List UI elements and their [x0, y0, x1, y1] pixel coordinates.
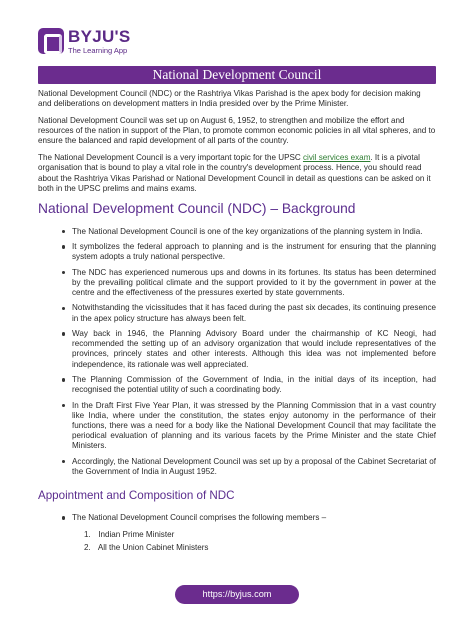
intro-paragraph-3 [38, 153, 436, 194]
intro-text-after: . It is a pivotal organisation that is bound to play a vital role in the country's development process. Hence, you should read about the Rashtriya Vikas Parishad or National Development Council in detail as questions can be asked on it both in the UPSC prelims and mains exams. [38, 153, 431, 193]
member-item [84, 530, 436, 540]
byjus-logo-icon [38, 28, 64, 54]
brand-name: BYJU'S [68, 26, 131, 46]
composition-list [38, 513, 436, 523]
list-item: Notwithstanding the vicissitudes that it has faced during the past six decades, its continuing presence in the apex policy structure has always been felt. [62, 303, 436, 323]
member-text: Indian Prime Minister [98, 530, 175, 540]
member-item [84, 543, 436, 553]
intro-paragraph-1: National Development Council (NDC) or the Rashtriya Vikas Parishad is the apex body for decision making and deliberations on development matters in India presided over by the Prime Minister. [38, 89, 421, 109]
member-number: 2. [84, 543, 91, 553]
intro-paragraph-2: National Development Council was set up on August 6, 1952, to strengthen and mobilize the effort and resources of the nation in support of the Plan, to promote common economic policies in all vital spheres, and to ensure the balanced and rapid development of all parts of the country. [38, 116, 436, 146]
background-heading: National Development Council (NDC) – Background [38, 200, 356, 216]
brand-text [68, 28, 131, 55]
footer [0, 584, 474, 606]
members-list [38, 530, 436, 553]
member-number: 1. [84, 530, 91, 540]
list-item: It symbolizes the federal approach to planning and is the instrument for ensuring that the planning system adopts a truly national perspective. [62, 242, 436, 262]
footer-url-link[interactable]: https://byjus.com [175, 585, 299, 604]
brand-tagline: The Learning App [68, 45, 128, 55]
intro-text-before: The National Development Council is a very important topic for the UPSC [38, 153, 303, 163]
brand-header [38, 24, 131, 58]
list-item: The National Development Council comprises the following members – [62, 513, 436, 523]
list-item: In the Draft First Five Year Plan, it was stressed by the Planning Commission that in a vast country like India, where under the constitution, the states enjoy autonomy in the performance of their functions, there was a need for a body like the National Development Council that may facilitate the periodical evaluation of planning and its various facets by the Prime Minister and the state Chief Ministers. [62, 401, 436, 452]
civil-services-exam-link[interactable]: civil services exam [302, 153, 371, 163]
page-title-bar [38, 66, 436, 84]
list-item: The NDC has experienced numerous ups and downs in its fortunes. Its status has been determined by the prevailing political climate and the support provided to it by the government in power at the centre and the effectiveness of the pressures exerted by state governments. [62, 268, 436, 299]
page-title: National Development Council [152, 67, 322, 82]
list-item: The Planning Commission of the Government of India, in the initial days of its inception, had recognised the potential utility of such a coordinating body. [62, 375, 436, 395]
list-item: Way back in 1946, the Planning Advisory Board under the chairmanship of KC Neogi, had recommended the setting up of an advisory organization that would include representatives of the provinces, princely states and other interests. Although this idea was not implemented before independence, its rationale was well appreciated. [62, 329, 436, 370]
list-item: The National Development Council is one of the key organizations of the planning system in India. [62, 227, 436, 237]
background-list [38, 227, 436, 478]
composition-heading: Appointment and Composition of NDC [38, 489, 235, 503]
list-item: Accordingly, the National Development Council was set up by a proposal of the Cabinet Secretariat of the Government of India in August 1952. [62, 457, 436, 477]
member-text: All the Union Cabinet Ministers [97, 543, 209, 553]
document-body [38, 89, 436, 556]
